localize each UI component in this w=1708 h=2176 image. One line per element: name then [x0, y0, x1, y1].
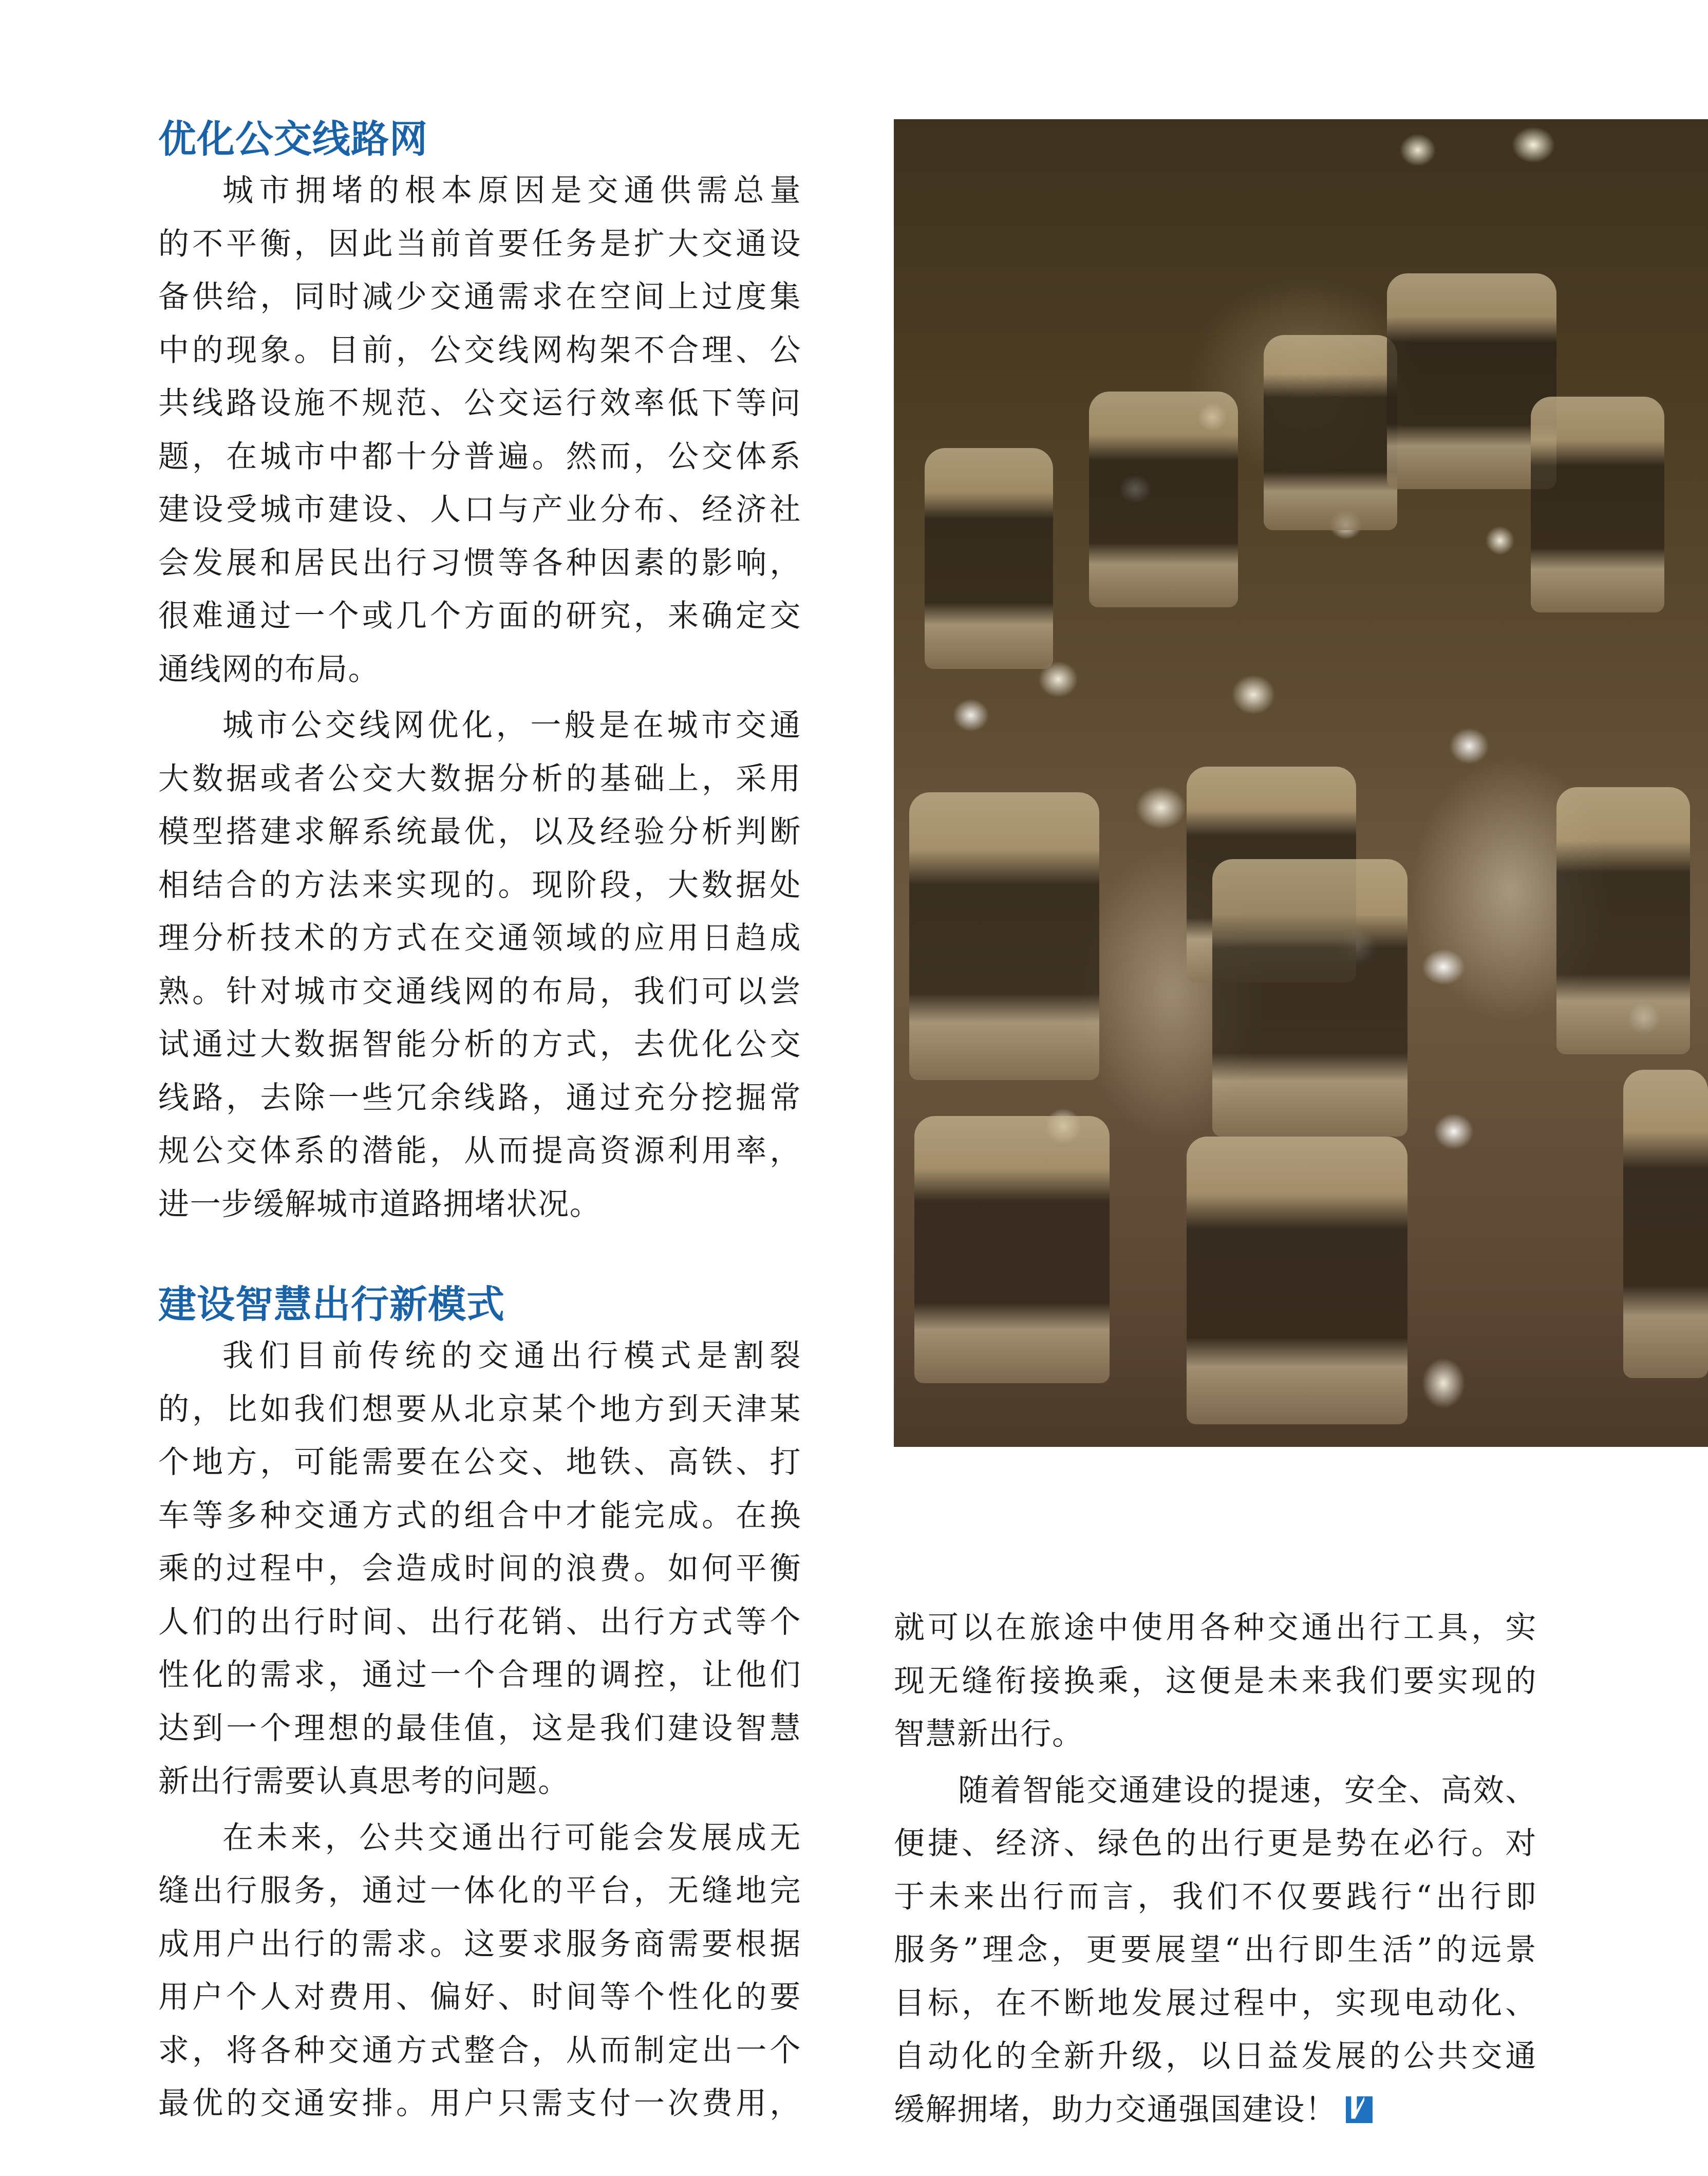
text-line: 现无缝衔接换乘，这便是未来我们要实现的	[894, 1663, 1537, 1699]
text-line: 个地方，可能需要在公交、地铁、高铁、打	[158, 1444, 801, 1480]
text-line: 大数据或者公交大数据分析的基础上，采用	[158, 760, 801, 797]
text-line: 通线网的布局。	[158, 651, 380, 687]
car-shape	[1623, 1070, 1708, 1378]
text-line: 试通过大数据智能分析的方式，去优化公交	[158, 1027, 801, 1063]
text-line: 求，将各种交通方式整合，从而制定出一个	[158, 2032, 801, 2069]
text-line: 备供给，同时减少交通需求在空间上过度集	[158, 279, 801, 315]
section2-paragraph-2-continued	[894, 1602, 1537, 1761]
car-shape	[1089, 392, 1238, 607]
text-line: 达到一个理想的最佳值，这是我们建设智慧	[158, 1710, 801, 1746]
section2-paragraph-3	[894, 1764, 1537, 2137]
text-line-final	[894, 2084, 1537, 2137]
car-shape	[1556, 787, 1690, 1054]
text-line: 相结合的方法来实现的。现阶段，大数据处	[158, 867, 801, 903]
car-shape	[1187, 1137, 1407, 1424]
text-line: 线路，去除一些冗余线路，通过充分挖掘常	[158, 1080, 801, 1116]
text-line: 很难通过一个或几个方面的研究，来确定交	[158, 598, 801, 634]
text-line: 自动化的全新升级，以日益发展的公共交通	[894, 2038, 1537, 2074]
car-shape	[925, 448, 1053, 669]
text-line: 智慧新出行。	[894, 1716, 1084, 1752]
left-column	[158, 114, 801, 2131]
text-line: 模型搭建求解系统最优，以及经验分析判断	[158, 814, 801, 850]
text-line: 目标，在不断地发展过程中，实现电动化、	[894, 1985, 1537, 2021]
text-line: 就可以在旅途中使用各种交通出行工具，实	[894, 1610, 1537, 1646]
section-heading-smart-mobility: 建设智慧出行新模式	[158, 1282, 505, 1327]
text-line: 题，在城市中都十分普遍。然而，公交体系	[158, 438, 801, 475]
section-heading-optimize-bus-routes: 优化公交线路网	[158, 117, 428, 161]
text-line: 用户个人对费用、偏好、时间等个性化的要	[158, 1979, 801, 2015]
car-shape	[1264, 335, 1397, 530]
text-line: 熟。针对城市交通线网的布局，我们可以尝	[158, 973, 801, 1010]
text-line: 城市拥堵的根本原因是交通供需总量	[222, 173, 801, 209]
text-line: 性化的需求，通过一个合理的调控，让他们	[158, 1657, 801, 1693]
right-column	[894, 1602, 1537, 2136]
night-traffic-jam-photo	[894, 119, 1708, 1447]
text-line: 建设受城市建设、人口与产业分布、经济社	[158, 492, 801, 528]
section1-paragraph-1	[158, 164, 801, 696]
final-sentence: 缓解拥堵，助力交通强国建设！	[894, 2091, 1337, 2128]
car-shape	[1212, 859, 1407, 1137]
text-line: 随着智能交通建设的提速，安全、高效、	[958, 1772, 1537, 1809]
article-end-mark-icon	[1346, 2096, 1373, 2123]
section-spacer	[158, 1231, 801, 1279]
text-line: 在未来，公共交通出行可能会发展成无	[222, 1819, 801, 1856]
text-line: 乘的过程中，会造成时间的浪费。如何平衡	[158, 1551, 801, 1587]
car-shape	[909, 792, 1099, 1080]
text-line: 的不平衡，因此当前首要任务是扩大交通设	[158, 226, 801, 262]
text-line: 规公交体系的潜能，从而提高资源利用率，	[158, 1133, 801, 1169]
text-line: 成用户出行的需求。这要求服务商需要根据	[158, 1926, 801, 1962]
text-line: 进一步缓解城市道路拥堵状况。	[158, 1186, 602, 1222]
text-line: 于未来出行而言，我们不仅要践行“出行即	[894, 1879, 1537, 1915]
text-line: 新出行需要认真思考的问题。	[158, 1763, 570, 1799]
text-line: 人们的出行时间、出行花销、出行方式等个	[158, 1604, 801, 1640]
text-line: 车等多种交通方式的组合中才能完成。在换	[158, 1497, 801, 1534]
text-line: 我们目前传统的交通出行模式是割裂	[222, 1338, 801, 1374]
text-line: 便捷、经济、绿色的出行更是势在必行。对	[894, 1826, 1537, 1862]
text-line: 会发展和居民出行习惯等各种因素的影响，	[158, 545, 801, 581]
car-shape	[914, 1116, 1110, 1383]
car-shape	[1531, 397, 1664, 612]
section2-paragraph-2	[158, 1812, 801, 2131]
text-line: 理分析技术的方式在交通领域的应用日趋成	[158, 920, 801, 956]
text-line: 缝出行服务，通过一体化的平台，无缝地完	[158, 1873, 801, 1909]
text-line: 的，比如我们想要从北京某个地方到天津某	[158, 1391, 801, 1427]
text-line: 中的现象。目前，公交线网构架不合理、公	[158, 332, 801, 368]
section2-paragraph-1	[158, 1330, 801, 1809]
section1-paragraph-2	[158, 699, 801, 1231]
text-line: 共线路设施不规范、公交运行效率低下等问	[158, 385, 801, 421]
text-line: 服务”理念，更要展望“出行即生活”的远景	[894, 1932, 1537, 1968]
text-line: 城市公交线网优化，一般是在城市交通	[222, 708, 801, 743]
text-line: 最优的交通安排。用户只需支付一次费用，	[158, 2086, 801, 2122]
